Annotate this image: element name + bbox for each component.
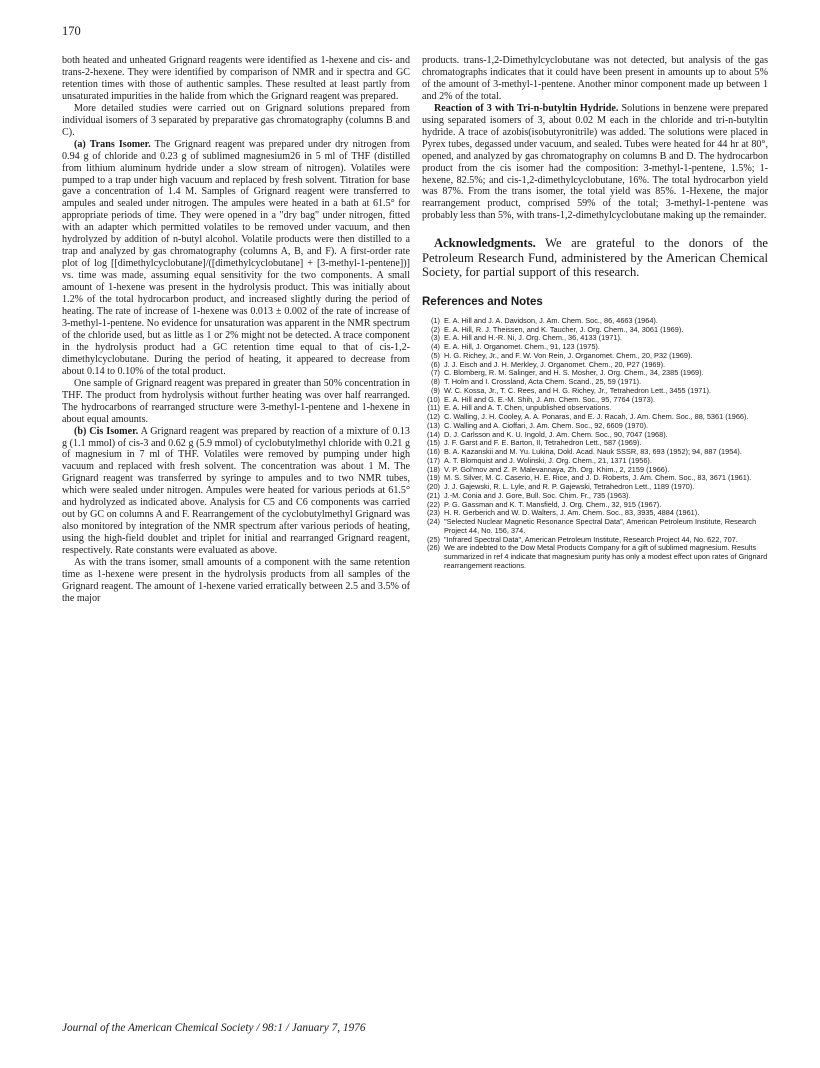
reference-number: (25) [426,534,440,544]
trans-isomer-heading: (a) Trans Isomer. [74,138,151,150]
reference-text: V. P. Gol'mov and Z. P. Malevannaya, Zh. Org. Khim., 2, 2159 (1966). [444,464,670,474]
references-list [422,317,768,571]
paragraph-continuation: both heated and unheated Grignard reagents were identified as 1-hexene and cis- and trans-2-hexene. They were identified by comparison of NMR and ir spectra and GC retention times with those of authentic samples. These resulted at least partly from unsaturated impurities in the halide from which the Grignard reagent was prepared. [62,55,410,102]
cis-isomer-text: A Grignard reagent was prepared by reaction of a mixture of 0.13 g (1.1 mmol) of cis-3 and 0.62 g (5.9 mmol) of cyclobutylmethyl chloride with 0.21 g of magnesium in 7 ml of THF. Volatiles were removed by pumping under high vacuum and replaced with fresh solvent. The concentration was about 1 M. The Grignard reagent was transferred by syringe to ampules and to two NMR tubes, which were sealed under nitrogen. Ampules were heated for various periods at 61.5° and hydrolyzed as indicated above. Analysis for C5 and C6 components was carried out by GC on columns A and F. Rearrangement of the cyclobutylmethyl Grignard was also monitored by integration of the NMR spectrum after various periods of heating, using the high-field doublet and triplet for initial and rearranged Grignard reagent, respectively. Rate constants were evaluated as above. [62,425,410,557]
reference-text: A. T. Blomquist and J. Wolinski, J. Org. Chem., 21, 1371 (1956). [444,455,652,465]
reference-number: (1) [431,315,440,325]
reference-number: (7) [431,368,440,378]
reference-text: M. S. Silver, M. C. Caserio, H. E. Rice, and J. D. Roberts, J. Am. Chem. Soc., 83, 3671 (1961). [444,473,752,483]
reference-text: E. A. Hill and H.-R. Ni, J. Org. Chem., 36, 4133 (1971). [444,333,622,343]
reference-number: (4) [431,342,440,352]
paragraph-cis-isomer [62,426,410,557]
reference-text: H. R. Gerberich and W. D. Walters, J. Am. Chem. Soc., 83, 3935, 4884 (1961). [444,508,700,518]
reference-number: (18) [426,464,440,474]
cis-isomer-heading: (b) Cis Isomer. [74,425,139,437]
reference-number: (5) [431,350,440,360]
reference-text: "Infrared Spectral Data", American Petroleum Institute, Research Project 44, No. 622, 707. [444,534,738,544]
reference-text: C. Walling and A. Cioffari, J. Am. Chem. Soc., 92, 6609 (1970). [444,420,649,430]
reference-text: E. A. Hill and J. A. Davidson, J. Am. Chem. Soc., 86, 4663 (1964). [444,315,658,325]
reference-number: (14) [426,429,440,439]
reference-number: (21) [426,490,440,500]
reference-number: (3) [431,333,440,343]
reference-text: D. J. Carlsson and K. U. Ingold, J. Am. Chem. Soc., 90, 7047 (1968). [444,429,668,439]
trans-isomer-text: The Grignard reagent was prepared under dry nitrogen from 0.94 g of chloride and 0.23 g of sublimed magnesium26 in 5 ml of THF (distilled from lithium aluminum hydride under a slow stream of nitrogen). Volatiles were pumped to a trap under high vacuum and replaced by fresh solvent. Titration for base gave a concentration of 1.4 M. Samples of Grignard reagent were transferred to ampules and sealed under nitrogen. The ampules were heated in a bath at 61.5° for appropriate periods of time. They were opened in a "dry bag" under nitrogen, fitted with an adapter which permitted volatiles to be removed under vacuum, and then hydrolyzed by addition of n-butyl alcohol. Volatile products were then distilled to a trap and analyzed by gas chromatography (columns A, B, and F). A first-order rate plot of log [[dimethylcyclobutane]/([dimethylcyclobutane] + [3-methyl-1-pentene])] vs. time was made, assuming equal sensitivity for the two components. A small amount of 1-hexene was present in the hydrolysis product. This was initially about 1.2% of the total hydrocarbon product, and increased slightly during the period of heating. The rate of increase of 1-hexene was 0.013 ± 0.002 of the rate of increase of 3-methyl-1-pentene. No evidence for unsaturation was apparent in the NMR spectrum of the chloride used, but as little as 1 or 2% might not be detected. A trace component in the hydrolysis product had a GC retention time equal to that of cis-1,2-dimethylcyclobutane. During the period of heating, it appeared to decrease from about 0.14 to 0.10% of the total product. [62,138,410,377]
reference-text: P. G. Gassman and K. T. Mansfield, J. Org. Chem., 32, 915 (1967). [444,499,662,509]
reference-number: (20) [426,482,440,492]
reference-text: We are indebted to the Dow Metal Products Company for a gift of sublimed magnesium. Results summarized in ref 4 indicate that magnesium purity has only a modest effect upon rates of Grignard rearrangement reactions. [444,543,768,570]
reference-number: (17) [426,455,440,465]
right-column [422,55,768,571]
reference-number: (24) [426,517,440,527]
reference-text: J. F. Garst and F. E. Barton, II, Tetrahedron Lett., 587 (1969). [444,438,642,448]
journal-footer: Journal of the American Chemical Society / 98:1 / January 7, 1976 [62,1022,366,1034]
reference-number: (22) [426,499,440,509]
reference-text: J.-M. Conia and J. Gore, Bull. Soc. Chim. Fr., 735 (1963). [444,490,631,500]
reference-text: C. Blomberg, R. M. Salinger, and H. S. Mosher, J. Org. Chem., 34, 2385 (1969). [444,368,704,378]
reference-number: (11) [427,403,440,413]
paragraph-trans-isomer [62,139,410,378]
reference-text: E. A. Hill, R. J. Theissen, and K. Taucher, J. Org. Chem., 34, 3061 (1969). [444,324,684,334]
acknowledgments [422,236,768,279]
reference-text: T. Holm and I. Crossland, Acta Chem. Scand., 25, 59 (1971). [444,377,642,387]
reference-number: (23) [426,508,440,518]
reference-number: (6) [431,359,440,369]
reference-number: (8) [431,377,440,387]
reference-text: H. G. Richey, Jr., and F. W. Von Rein, J. Organomet. Chem., 20, P32 (1969). [444,350,693,360]
reference-number: (19) [426,473,440,483]
paragraph-minor-components: As with the trans isomer, small amounts of a component with the same retention time as 1-hexene were present in the hydrolysis products from all samples of the Grignard reagent. The amount of 1-hexene varied erratically between 2.5 and 3.5% of the major [62,557,410,604]
reference-number: (10) [426,394,440,404]
reference-text: J. J. Eisch and J. H. Merkley, J. Organomet. Chem., 20, P27 (1969). [444,359,666,369]
reference-number: (15) [426,438,440,448]
reference-text: C. Walling, J. H. Cooley, A. A. Ponaras, and E. J. Racah, J. Am. Chem. Soc., 88, 5361 (1966). [444,412,749,422]
left-column [62,55,410,605]
reference-text: "Selected Nuclear Magnetic Resonance Spectral Data", American Petroleum Institute, Research Project 44, No. 156, 374. [444,517,757,535]
paragraph-tin-hydride-reaction [422,103,768,223]
paragraph-products: products. trans-1,2-Dimethylcyclobutane was not detected, but analysis of the gas chromatographs indicates that it could have been present in amounts up to about 5% of the amount of 3-methyl-1-pentene. Another minor component made up between 1 and 2% of the total. [422,55,768,102]
acknowledgments-text: We are grateful to the donors of the Petroleum Research Fund, administered by the American Chemical Society, for partial support of this research. [422,236,768,279]
reference-number: (26) [426,543,440,553]
reference-text: E. A. Hill, J. Organomet. Chem., 91, 123 (1975). [444,342,600,352]
references-heading: References and Notes [422,295,543,308]
reference-text: E. A. Hill and A. T. Chen, unpublished observations. [444,403,612,413]
reference-text: E. A. Hill and G. E.-M. Shih, J. Am. Chem. Soc., 95, 7764 (1973). [444,394,656,404]
tin-hydride-text: Solutions in benzene were prepared using separated isomers of 3, about 0.02 M each in the chloride and tri-n-butyltin hydride. A trace of azobis(isobutyronitrile) was added. The solutions were placed in Pyrex tubes, degassed under vacuum, and sealed. Tubes were heated for 44 hr at 80°, opened, and analyzed by gas chromatography on columns B and D. The hydrocarbon product from the cis isomer had the composition: 3-methyl-1-pentene, 1.5%; 1-hexene, 82.5%; and cis-1,2-dimethylcyclobutane, 16%. The total hydrocarbon yield was 87%. From the trans isomer, the total yield was 85%. 1-Hexene, the major rearrangement product, comprised 59% of the total; 3-methyl-1-pentene was probably less than 5%, with trans-1,2-dimethylcyclobutane making up the remainder. [422,102,768,222]
reference-number: (13) [426,420,440,430]
reference-number: (2) [431,324,440,334]
reference-text: J. J. Gajewski, R. L. Lyle, and R. P. Gajewski, Tetrahedron Lett., 1189 (1970). [444,482,695,492]
paragraph-detailed-studies: More detailed studies were carried out on Grignard solutions prepared from individual isomers of 3 separated by preparative gas chromatography (columns B and C). [62,102,410,138]
reference-item [422,544,768,570]
tin-hydride-heading: Reaction of 3 with Tri-n-butyltin Hydride. [434,102,619,114]
reference-item [422,518,768,536]
reference-number: (12) [426,412,440,422]
reference-number: (9) [431,385,440,395]
reference-text: B. A. Kazanskii and M. Yu. Lukina, Dokl. Acad. Nauk SSSR, 83, 693 (1952); 94, 887 (1954). [444,447,742,457]
reference-text: W. C. Kossa, Jr., T. C. Rees, and H. G. Richey, Jr., Tetrahedron Lett., 3455 (1971). [444,385,711,395]
acknowledgments-heading: Acknowledgments. [434,236,536,251]
paragraph-concentrated-sample: One sample of Grignard reagent was prepared in greater than 50% concentration in THF. The product from hydrolysis without further heating was over half rearranged. The hydrocarbons of rearranged structure were 3-methyl-1-pentene and 1-hexene in about equal amounts. [62,377,410,425]
page-number: 170 [62,24,81,38]
reference-number: (16) [426,447,440,457]
